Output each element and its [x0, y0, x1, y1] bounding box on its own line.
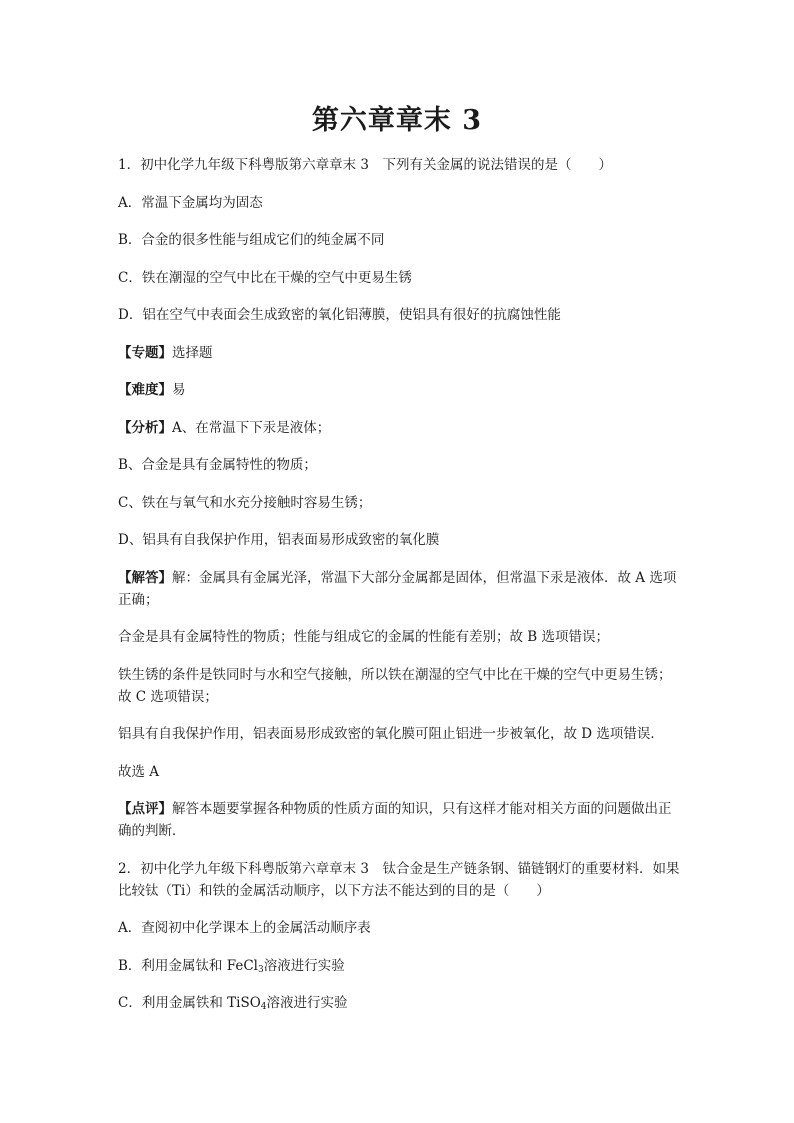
answer-line: 故选 A [118, 763, 160, 780]
analysis-line-2: B、合金是具有金属特性的物质； [118, 457, 317, 473]
option-b-text: B．利用金属钛和 FeCl [118, 957, 258, 974]
option-b-text-end: 溶液进行实验 [263, 957, 345, 974]
document-body [118, 154, 680, 1014]
solution-text-1: 解：金属具有金属光泽，常温下大部分金属都是固体，但常温下汞是液体．故 A 选项正确； [118, 569, 677, 608]
solution-tag: 【解答】 [118, 569, 172, 586]
analysis-text-1: A、在常温下下汞是液体； [172, 419, 331, 436]
question-1-option-c: C．铁在潮湿的空气中比在干燥的空气中更易生锈 [118, 269, 412, 286]
solution-paragraph-4: 铝具有自我保护作用，铝表面易形成致密的氧化膜可阻止铝进一步被氧化，故 D 选项错误． [118, 726, 664, 742]
solution-paragraph-3: 铁生锈的条件是铁同时与水和空气接触，所以铁在潮湿的空气中比在干燥的空气中更易生锈；故 C 选项错误； [118, 666, 672, 705]
analysis-line-4: D、铝具有自我保护作用，铝表面易形成致密的氧化膜 [118, 532, 440, 548]
option-b-subscript: 3 [257, 964, 264, 975]
question-1-stem: 1．初中化学九年级下科粤版第六章章末 3 下列有关金属的说法错误的是（ ） [118, 157, 612, 173]
analysis-line-3: C、铁在与氧气和水充分接触时容易生锈； [118, 494, 372, 511]
question-2-stem: 2．初中化学九年级下科粤版第六章章末 3 钛合金是生产链条钢、锚链钢灯的重要材料．如果比较钛（Ti）和铁的金属活动顺序，以下方法不能达到的目的是（ ） [118, 860, 680, 899]
difficulty-line [118, 379, 680, 401]
comment-text: 解答本题要掌握各种物质的性质方面的知识，只有这样才能对相关方面的问题做出正确的判断． [118, 801, 672, 839]
question-2-option-b [118, 955, 680, 977]
topic-line [118, 342, 680, 364]
document-title: 第六章章末 3 [311, 105, 483, 136]
question-1-option-a: A．常温下金属均为固态 [118, 194, 263, 211]
question-2-option-a: A．查阅初中化学课本上的金属活动顺序表 [118, 920, 371, 936]
solution-paragraph-2: 合金是具有金属特性的物质；性能与组成它的金属的性能有差别；故 B 选项错误； [118, 629, 610, 645]
question-1-option-d: D．铝在空气中表面会生成致密的氧化铝薄膜，使铝具有很好的抗腐蚀性能 [118, 307, 561, 323]
option-c-subscript: 4 [260, 1002, 267, 1012]
comment-tag: 【点评】 [118, 801, 172, 817]
solution-paragraph-1 [118, 567, 680, 611]
question-2-option-c [118, 992, 680, 1014]
difficulty-tag: 【难度】 [118, 382, 172, 398]
topic-tag: 【专题】 [118, 344, 172, 361]
comment-paragraph [118, 798, 680, 842]
topic-value: 选择题 [172, 344, 213, 361]
option-c-text-end: 溶液进行实验 [266, 995, 348, 1011]
question-1-option-b: B．合金的很多性能与组成它们的纯金属不同 [118, 232, 385, 248]
analysis-line-1 [118, 417, 680, 439]
option-c-text: C．利用金属铁和 TiSO [118, 995, 261, 1011]
difficulty-value: 易 [172, 382, 186, 398]
analysis-tag: 【分析】 [118, 419, 172, 436]
